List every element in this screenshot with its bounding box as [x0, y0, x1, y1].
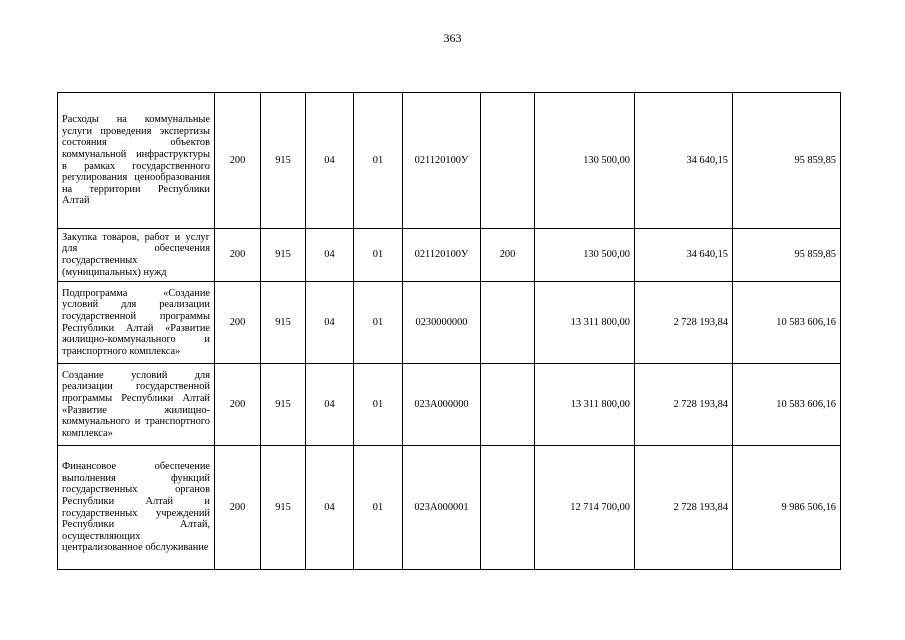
amount-planned-cell: 13 311 800,00 [535, 364, 635, 446]
code-cell: 200 [215, 282, 261, 364]
amount-planned-cell: 13 311 800,00 [535, 282, 635, 364]
section-cell: 04 [306, 446, 354, 570]
expense-kind-cell [481, 446, 535, 570]
target-item-cell: 023А000000 [403, 364, 481, 446]
code-cell: 200 [215, 229, 261, 282]
amount-executed-cell: 2 728 193,84 [635, 446, 733, 570]
subsection-cell: 01 [354, 93, 403, 229]
ministry-cell: 915 [261, 93, 306, 229]
amount-remaining-cell: 9 986 506,16 [733, 446, 841, 570]
table-row [58, 229, 841, 282]
row-name-cell: Расходы на коммунальные услуги проведения экспертизы состояния объектов коммунальной инфраструктуры в рамках государственного регулирования ценообразования на территории Республики Алтай [58, 93, 215, 229]
amount-planned-cell: 130 500,00 [535, 229, 635, 282]
table-row [58, 446, 841, 570]
ministry-cell: 915 [261, 446, 306, 570]
table-row [58, 282, 841, 364]
amount-remaining-cell: 95 859,85 [733, 93, 841, 229]
subsection-cell: 01 [354, 229, 403, 282]
subsection-cell: 01 [354, 446, 403, 570]
subsection-cell: 01 [354, 282, 403, 364]
amount-executed-cell: 34 640,15 [635, 93, 733, 229]
subsection-cell: 01 [354, 364, 403, 446]
expense-kind-cell [481, 364, 535, 446]
expense-kind-cell [481, 282, 535, 364]
row-name-cell: Создание условий для реализации государственной программы Республики Алтай «Развитие жилищно-коммунального и транспортного комплекса» [58, 364, 215, 446]
amount-executed-cell: 2 728 193,84 [635, 364, 733, 446]
target-item-cell: 023А000001 [403, 446, 481, 570]
page-number: 363 [443, 31, 462, 45]
target-item-cell: 0230000000 [403, 282, 481, 364]
ministry-cell: 915 [261, 364, 306, 446]
table-row [58, 364, 841, 446]
amount-remaining-cell: 10 583 606,16 [733, 282, 841, 364]
amount-executed-cell: 2 728 193,84 [635, 282, 733, 364]
row-name-cell: Финансовое обеспечение выполнения функций государственных органов Республики Алтай и государственных учреждений Республики Алтай, осуществляющих централизованное обслуживание [58, 446, 215, 570]
amount-remaining-cell: 95 859,85 [733, 229, 841, 282]
amount-planned-cell: 130 500,00 [535, 93, 635, 229]
expense-kind-cell [481, 93, 535, 229]
amount-planned-cell: 12 714 700,00 [535, 446, 635, 570]
section-cell: 04 [306, 229, 354, 282]
section-cell: 04 [306, 282, 354, 364]
target-item-cell: 021120100У [403, 229, 481, 282]
amount-remaining-cell: 10 583 606,16 [733, 364, 841, 446]
table-row [58, 93, 841, 229]
code-cell: 200 [215, 364, 261, 446]
budget-table [57, 92, 841, 570]
code-cell: 200 [215, 93, 261, 229]
code-cell: 200 [215, 446, 261, 570]
expense-kind-cell: 200 [481, 229, 535, 282]
amount-executed-cell: 34 640,15 [635, 229, 733, 282]
ministry-cell: 915 [261, 229, 306, 282]
row-name-cell: Закупка товаров, работ и услуг для обеспечения государственных (муниципальных) нужд [58, 229, 215, 282]
section-cell: 04 [306, 93, 354, 229]
row-name-cell: Подпрограмма «Создание условий для реализации государственной программы Республики Алтай «Развитие жилищно-коммунального и транспортного комплекса» [58, 282, 215, 364]
target-item-cell: 021120100У [403, 93, 481, 229]
section-cell: 04 [306, 364, 354, 446]
ministry-cell: 915 [261, 282, 306, 364]
